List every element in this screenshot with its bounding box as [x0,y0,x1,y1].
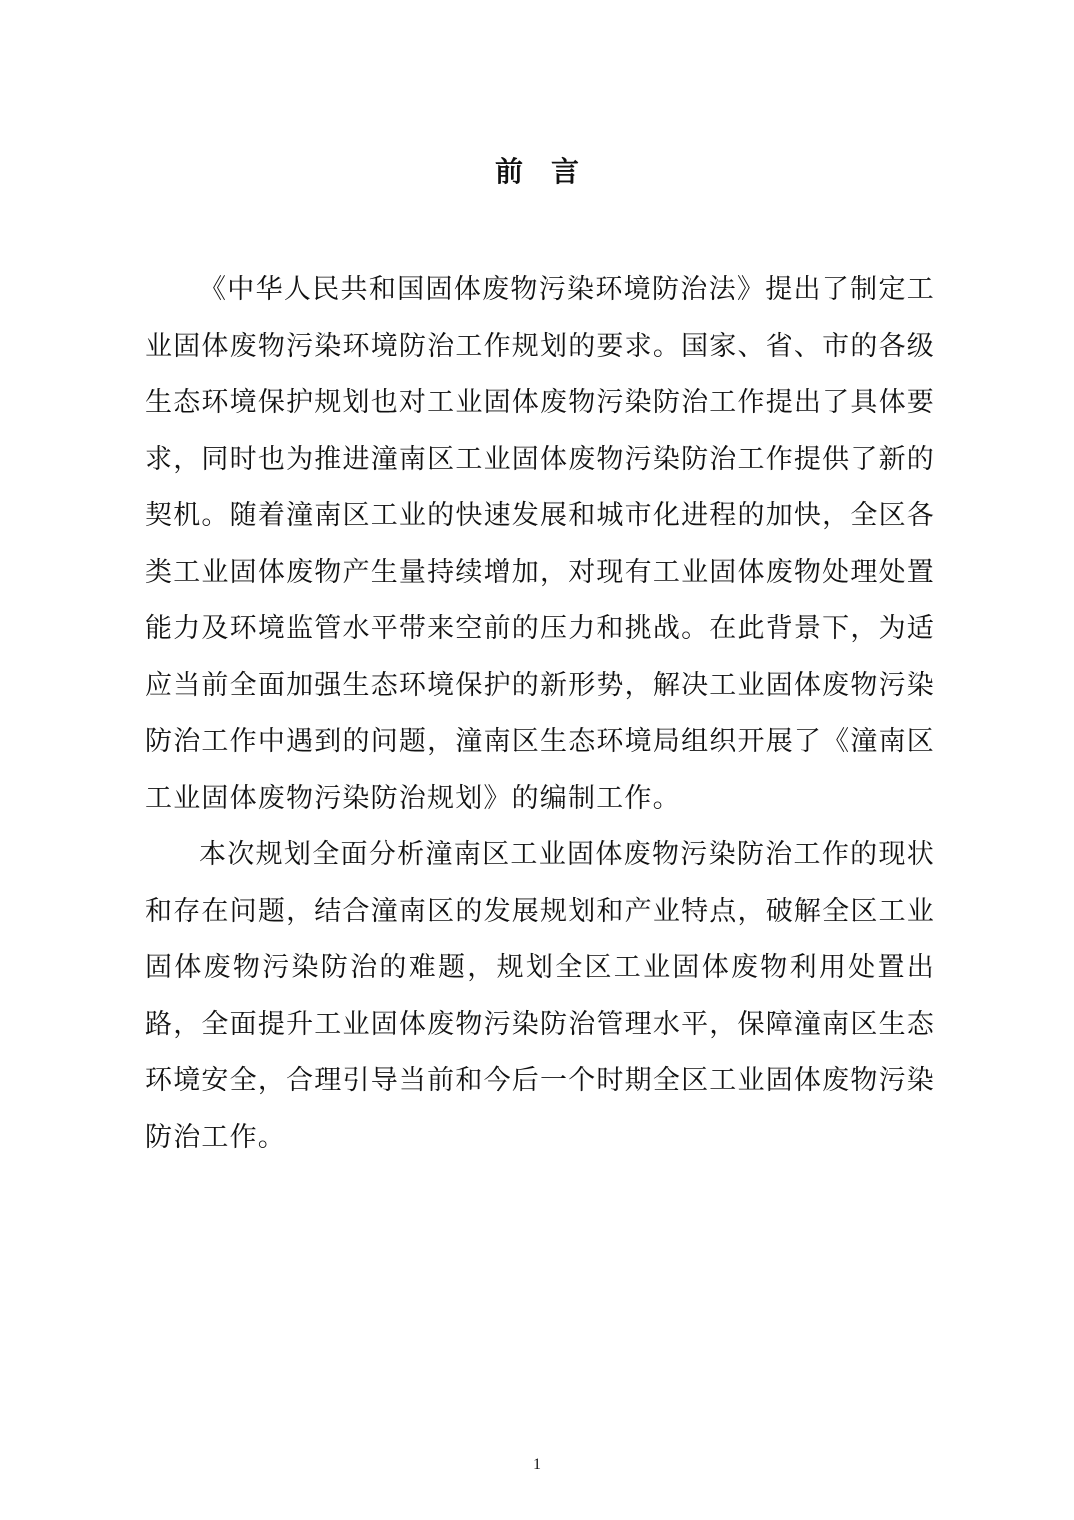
paragraph-1: 《中华人民共和国固体废物污染环境防治法》提出了制定工业固体废物污染环境防治工作规划的要求。国家、省、市的各级生态环境保护规划也对工业固体废物污染防治工作提出了具体要求，同时也为推进潼南区工业固体废物污染防治工作提供了新的契机。随着潼南区工业的快速发展和城市化进程的加快，全区各类工业固体废物产生量持续增加，对现有工业固体废物处理处置能力及环境监管水平带来空前的压力和挑战。在此背景下，为适应当前全面加强生态环境保护的新形势，解决工业固体废物污染防治工作中遇到的问题，潼南区生态环境局组织开展了《潼南区工业固体废物污染防治规划》的编制工作。 [145,274,935,814]
page-title-part-2: 言 [551,155,580,188]
page-title [0,152,1074,192]
page-title-part-1: 前 [494,155,523,188]
document-body [145,262,935,1166]
page-number: 1 [533,1456,541,1473]
paragraph-2: 本次规划全面分析潼南区工业固体废物污染防治工作的现状和存在问题，结合潼南区的发展规划和产业特点，破解全区工业固体废物污染防治的难题，规划全区工业固体废物利用处置出路，全面提升工业固体废物污染防治管理水平，保障潼南区生态环境安全，合理引导当前和今后一个时期全区工业固体废物污染防治工作。 [145,839,935,1153]
